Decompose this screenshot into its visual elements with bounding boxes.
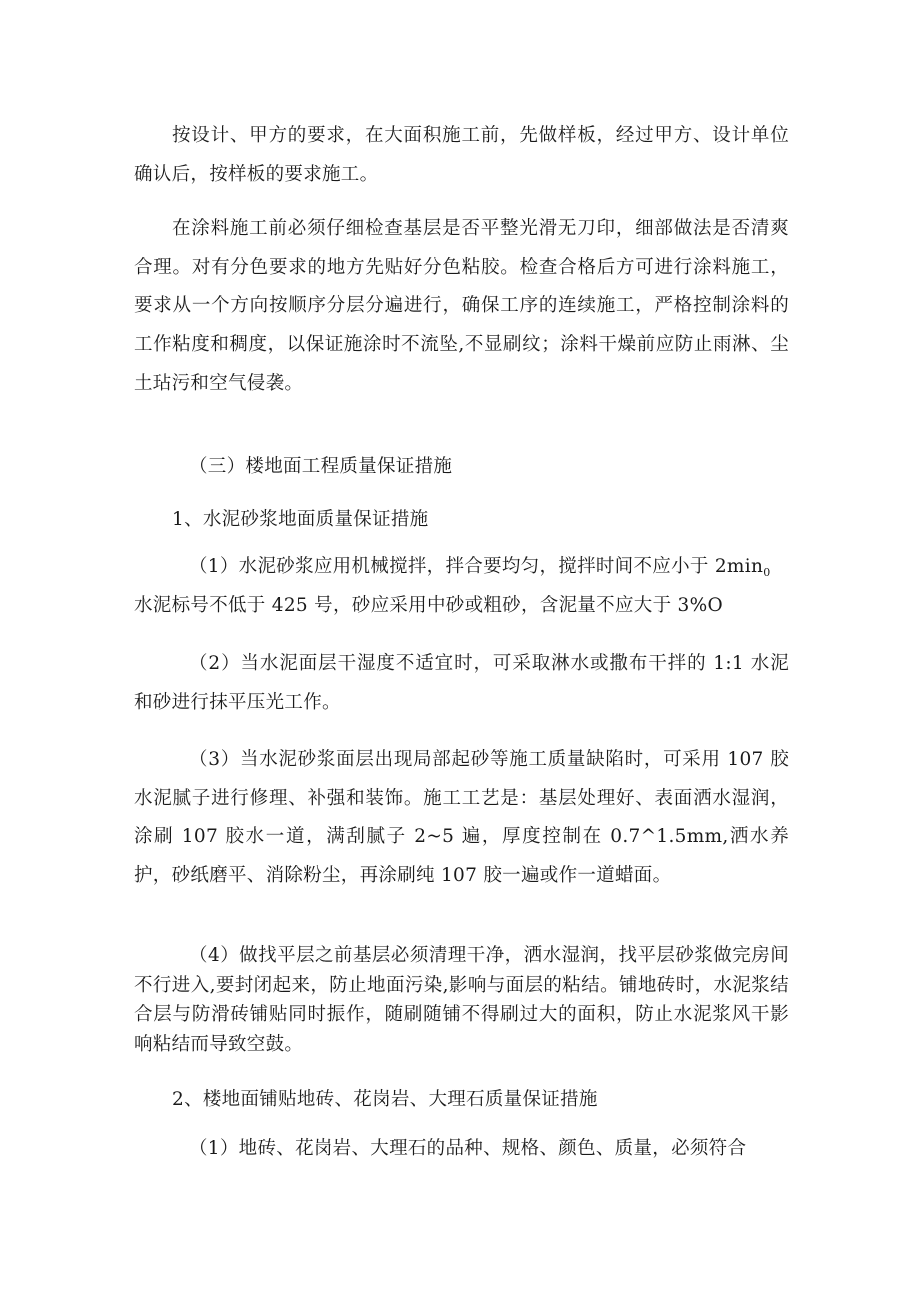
paragraph-tile-item-1: （1）地砖、花岗岩、大理石的品种、规格、颜色、质量，必须符合 — [189, 1138, 747, 1159]
subheading-cement-mortar: 1、水泥砂浆地面质量保证措施 — [172, 509, 429, 530]
paragraph-item-3: （3）当水泥砂浆面层出现局部起砂等施工质量缺陷时，可采用 107 胶水泥腻子进行修理、补强和装饰。施工工艺是：基层处理好、表面洒水湿润，涂刷 107 胶水一道，满刮腻子 2~5 遍，厚度控制在 0.7^1.5mm,洒水养护，砂纸磨平、消除粉尘，再涂刷纯 107 胶一遍或作一道蜡面。 — [134, 749, 789, 887]
subheading-tile-stone: 2、楼地面铺贴地砖、花岗岩、大理石质量保证措施 — [172, 1089, 598, 1110]
item-1-subscript: 0 — [763, 566, 771, 579]
paragraph-item-4: （4）做找平层之前基层必须清理干净，洒水湿润，找平层砂浆做完房间不行进入,要封闭起来，防止地面污染,影响与面层的粘结。铺地砖时，水泥浆结合层与防滑砖铺贴同时振作，随刷随铺不得刷过大的面积，防止水泥浆风干影响粘结而导致空鼓。 — [134, 945, 789, 1055]
item-1-text: （1）水泥砂浆应用机械搅拌，拌合要均匀，搅拌时间不应小于 2min — [189, 556, 764, 577]
section-heading-floor: （三）楼地面工程质量保证措施 — [189, 456, 453, 477]
paragraph-item-2: （2）当水泥面层干湿度不适宜时，可采取淋水或撒布干拌的 1:1 水泥和砂进行抹平压光工作。 — [134, 653, 789, 713]
paragraph-item-1-line2: 水泥标号不低于 425 号，砂应采用中砂或粗砂，含泥量不应大于 3%O — [134, 595, 723, 616]
paragraph-coating-inspection: 在涂料施工前必须仔细检查基层是否平整光滑无刀印，细部做法是否清爽合理。对有分色要求的地方先贴好分色粘胶。检查合格后方可进行涂料施工，要求从一个方向按顺序分层分遍进行，确保工序的连续施工，严格控制涂料的工作粘度和稠度，以保证施涂时不流坠,不显刷纹；涂料干燥前应防止雨淋、尘土玷污和空气侵袭。 — [134, 218, 789, 394]
paragraph-sample-board: 按设计、甲方的要求，在大面积施工前，先做样板，经过甲方、设计单位确认后，按样板的要求施工。 — [134, 125, 789, 185]
paragraph-item-1-line1 — [134, 548, 789, 593]
